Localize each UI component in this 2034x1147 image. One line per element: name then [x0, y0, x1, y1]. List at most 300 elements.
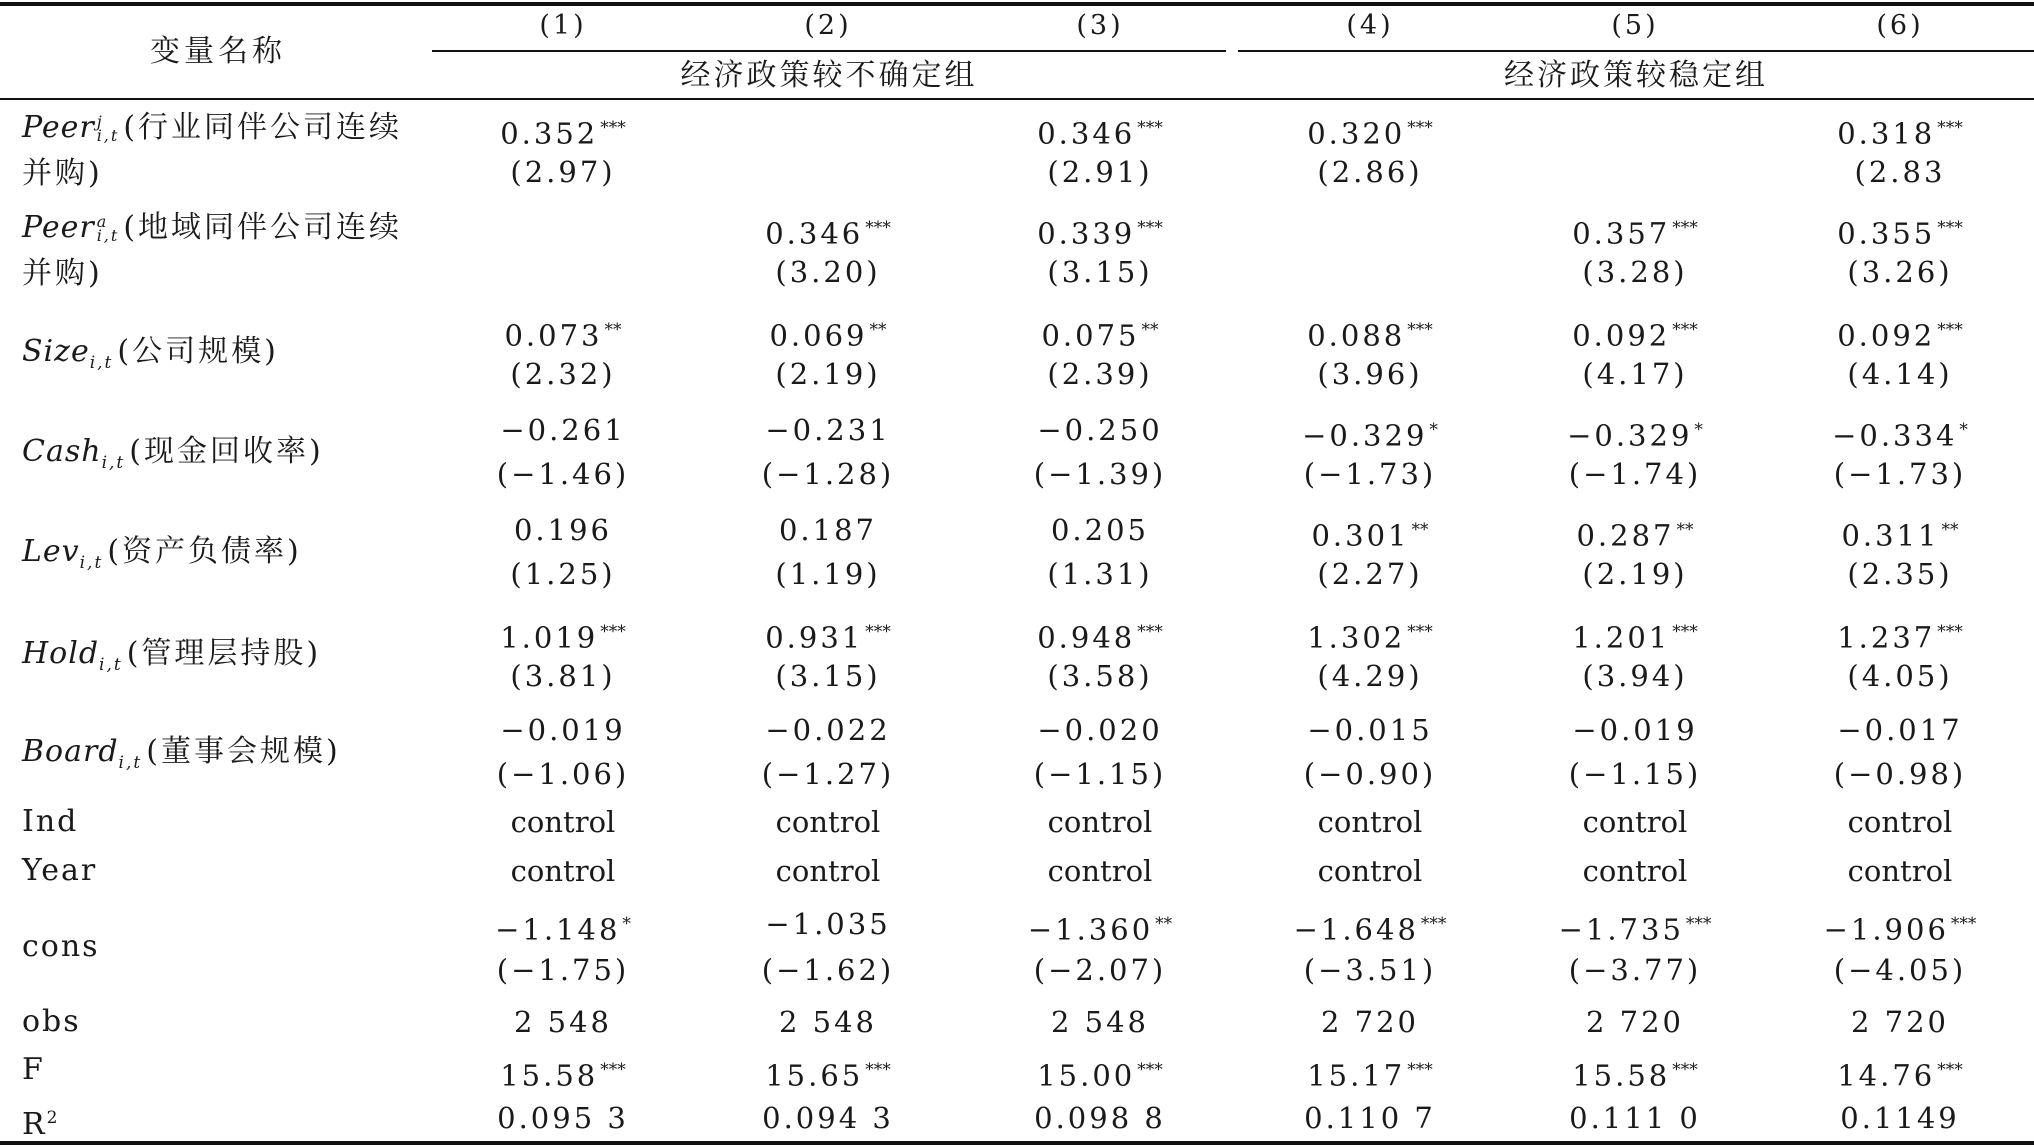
coefficient-cell — [1780, 510, 2020, 556]
value-text: (4.17) — [1582, 357, 1688, 391]
significance-stars: *** — [600, 118, 626, 138]
significance-stars: * — [1429, 420, 1438, 440]
significance-stars: *** — [1137, 218, 1163, 238]
group-header-uncertain: 经济政策较不确定组 — [680, 58, 978, 93]
value-text: (3.81) — [510, 659, 616, 693]
cons-coefficient — [980, 904, 1220, 950]
value-text: (3.28) — [1582, 255, 1688, 289]
value-text: (−1.28) — [761, 457, 895, 491]
t-stat-cell — [980, 152, 1220, 192]
ind-value: control — [510, 805, 616, 839]
coefficient-cell — [1515, 410, 1755, 456]
value-text: 0.196 — [513, 513, 613, 547]
value-text: 2 548 — [1050, 1005, 1150, 1039]
value-text: 15.00 — [1037, 1058, 1136, 1093]
value-text: 0.073 — [504, 318, 603, 353]
cons-t-stat — [708, 950, 948, 990]
variable-indices: j i,t — [96, 112, 120, 145]
value-text: (−1.73) — [1303, 457, 1437, 491]
value-text: 0.311 — [1841, 518, 1940, 553]
coefficient-cell — [1780, 208, 2020, 254]
t-stat-cell — [708, 656, 948, 696]
t-stat-cell — [708, 554, 948, 594]
t-stat-cell — [1780, 454, 2020, 494]
variable-description: (行业同伴公司连续 — [123, 110, 403, 145]
coefficient-cell — [980, 510, 1220, 550]
significance-stars: ** — [604, 320, 622, 340]
value-text: (3.94) — [1582, 659, 1688, 693]
variable-indices: i,t — [99, 655, 123, 675]
cons-t-stat — [1515, 950, 1755, 990]
r2-value — [708, 1098, 948, 1138]
value-text: −0.022 — [765, 713, 891, 747]
variable-symbol: Size — [22, 334, 90, 369]
variable-label — [22, 732, 341, 783]
r2-text: R — [22, 1107, 47, 1142]
value-text: 0.352 — [500, 116, 599, 151]
value-text: (−4.05) — [1833, 953, 1967, 987]
significance-stars: *** — [1407, 1060, 1433, 1080]
significance-stars: *** — [600, 622, 626, 642]
value-text: (−0.90) — [1303, 757, 1437, 791]
coefficient-cell — [1515, 208, 1755, 254]
variable-description: (董事会规模) — [146, 734, 341, 769]
t-stat-cell — [980, 754, 1220, 794]
t-stat-cell — [1515, 454, 1755, 494]
year-value: control — [1317, 854, 1423, 888]
obs-value — [708, 1002, 948, 1042]
coefficient-cell — [980, 208, 1220, 254]
value-text: 0.931 — [765, 620, 864, 655]
significance-stars: *** — [1672, 218, 1698, 238]
coefficient-cell — [443, 710, 683, 750]
coefficient-cell — [1515, 510, 1755, 556]
variable-indices: i,t — [101, 453, 126, 473]
f-label: F — [22, 1052, 45, 1087]
value-text: −0.329 — [1302, 418, 1428, 453]
value-text: −1.648 — [1293, 912, 1419, 947]
value-text: 0.111 0 — [1569, 1101, 1701, 1135]
significance-stars: *** — [1137, 622, 1163, 642]
significance-stars: *** — [1672, 622, 1698, 642]
value-text: (4.14) — [1847, 357, 1953, 391]
obs-value — [1780, 1002, 2020, 1042]
value-text: (−1.74) — [1568, 457, 1702, 491]
coefficient-cell — [708, 310, 948, 356]
cons-coefficient — [443, 904, 683, 950]
ind-label: Ind — [22, 804, 79, 839]
variable-symbol: Peer — [22, 110, 95, 145]
value-text: 1.302 — [1307, 620, 1406, 655]
variable-label — [22, 432, 324, 483]
obs-value — [443, 1002, 683, 1042]
t-stat-cell — [708, 754, 948, 794]
value-text: −0.250 — [1037, 413, 1163, 447]
value-text: 0.205 — [1050, 513, 1150, 547]
year-value: control — [510, 854, 616, 888]
value-text: (−1.75) — [496, 953, 630, 987]
value-text: (2.91) — [1047, 155, 1153, 189]
coefficient-cell — [1780, 710, 2020, 750]
value-text: 0.110 7 — [1304, 1101, 1436, 1135]
coefficient-cell — [1780, 108, 2020, 154]
coefficient-cell — [1515, 310, 1755, 356]
cons-label: cons — [22, 929, 100, 964]
value-text: (−2.07) — [1033, 953, 1167, 987]
variable-symbol: Hold — [22, 636, 100, 671]
variable-label — [22, 208, 402, 248]
significance-stars: *** — [1937, 118, 1963, 138]
value-text: 0.948 — [1037, 620, 1136, 655]
value-text: (−1.62) — [761, 953, 895, 987]
coefficient-cell — [1780, 612, 2020, 658]
ind-value: control — [1317, 805, 1423, 839]
ind-value: control — [1582, 805, 1688, 839]
cons-t-stat — [980, 950, 1220, 990]
significance-stars: ** — [1676, 520, 1694, 540]
year-value: control — [775, 854, 881, 888]
significance-stars: *** — [865, 622, 891, 642]
value-text: (−1.73) — [1833, 457, 1967, 491]
r2-value — [980, 1098, 1220, 1138]
column-number: (4) — [1346, 10, 1394, 41]
column-number: (6) — [1876, 10, 1924, 41]
significance-stars: ** — [1411, 520, 1429, 540]
variable-label — [22, 532, 302, 583]
coefficient-cell — [708, 710, 948, 750]
significance-stars: ** — [1941, 520, 1959, 540]
value-text: (1.25) — [510, 557, 616, 591]
value-text: −0.020 — [1037, 713, 1163, 747]
variable-symbol: Lev — [22, 534, 80, 569]
value-text: −1.035 — [765, 907, 891, 941]
t-stat-cell — [443, 554, 683, 594]
coefficient-cell — [980, 410, 1220, 450]
value-text: −0.329 — [1567, 418, 1693, 453]
t-stat-cell — [1780, 252, 2020, 292]
t-stat-cell — [1250, 754, 1490, 794]
value-text: 14.76 — [1837, 1058, 1936, 1093]
variable-description: (公司规模) — [117, 334, 279, 369]
t-stat-cell — [1780, 354, 2020, 394]
value-text: (−1.06) — [496, 757, 630, 791]
coefficient-cell — [1515, 612, 1755, 658]
t-stat-cell — [443, 656, 683, 696]
coefficient-cell — [443, 612, 683, 658]
value-text: (2.35) — [1847, 557, 1953, 591]
significance-stars: ** — [1141, 320, 1159, 340]
r2-value — [443, 1098, 683, 1138]
value-text: (3.15) — [1047, 255, 1153, 289]
r2-value — [1515, 1098, 1755, 1138]
significance-stars: *** — [1137, 118, 1163, 138]
value-text: 0.092 — [1572, 318, 1671, 353]
t-stat-cell — [1780, 554, 2020, 594]
value-text: (3.26) — [1847, 255, 1953, 289]
t-stat-cell — [980, 454, 1220, 494]
value-text: 0.287 — [1576, 518, 1675, 553]
value-text: 0.187 — [778, 513, 878, 547]
significance-stars: *** — [1937, 320, 1963, 340]
value-text: 15.58 — [1572, 1058, 1671, 1093]
value-text: 1.237 — [1837, 620, 1936, 655]
t-stat-cell — [1250, 454, 1490, 494]
year-value: control — [1847, 854, 1953, 888]
bottom-rule — [0, 1141, 2034, 1145]
obs-value — [1250, 1002, 1490, 1042]
value-text: (3.96) — [1317, 357, 1423, 391]
variable-symbol: Cash — [22, 434, 102, 469]
variable-indices: i,t — [79, 553, 104, 573]
value-text: (2.97) — [510, 155, 616, 189]
significance-stars: ** — [869, 320, 887, 340]
significance-stars: *** — [1950, 914, 1977, 934]
t-stat-cell — [1780, 152, 2020, 192]
coefficient-cell — [980, 310, 1220, 356]
f-value — [443, 1050, 683, 1096]
r2-label — [22, 1098, 59, 1145]
value-text: (2.32) — [510, 357, 616, 391]
value-text: 2 720 — [1850, 1005, 1950, 1039]
value-text: 0.318 — [1837, 116, 1936, 151]
group-header-stable: 经济政策较稳定组 — [1504, 58, 1768, 93]
coefficient-cell — [443, 108, 683, 154]
coefficient-cell — [1780, 410, 2020, 456]
variable-indices: i,t — [89, 353, 114, 373]
value-text: 15.65 — [765, 1058, 864, 1093]
cons-coefficient — [1250, 904, 1490, 950]
value-text: (2.39) — [1047, 357, 1153, 391]
value-text: −0.017 — [1837, 713, 1963, 747]
r2-superscript: 2 — [46, 1108, 60, 1128]
coefficient-cell — [1250, 310, 1490, 356]
value-text: 2 548 — [778, 1005, 878, 1039]
f-value — [1780, 1050, 2020, 1096]
t-stat-cell — [443, 354, 683, 394]
value-text: −1.360 — [1027, 912, 1154, 947]
value-text: 0.095 3 — [497, 1101, 629, 1135]
value-text: 0.069 — [769, 318, 868, 353]
column-number: (3) — [1076, 10, 1124, 41]
header-rule — [0, 98, 2034, 100]
cons-t-stat — [1780, 950, 2020, 990]
significance-stars: *** — [1420, 914, 1447, 934]
value-text: (4.05) — [1847, 659, 1953, 693]
r2-value — [1250, 1098, 1490, 1138]
value-text: (1.31) — [1047, 557, 1153, 591]
value-text: (3.58) — [1047, 659, 1153, 693]
value-text: 0.357 — [1572, 216, 1671, 251]
t-stat-cell — [443, 754, 683, 794]
value-text: 0.339 — [1037, 216, 1136, 251]
significance-stars: *** — [865, 218, 891, 238]
value-text: 2 548 — [513, 1005, 613, 1039]
value-text: −0.334 — [1832, 418, 1958, 453]
value-text: 0.098 8 — [1034, 1101, 1166, 1135]
ind-value: control — [775, 805, 881, 839]
value-text: (2.27) — [1317, 557, 1423, 591]
variable-symbol: Board — [22, 734, 119, 769]
t-stat-cell — [1515, 754, 1755, 794]
t-stat-cell — [1780, 754, 2020, 794]
group-rule-stable — [1238, 50, 2034, 52]
year-label: Year — [22, 853, 98, 888]
cons-coefficient — [1515, 904, 1755, 950]
value-text: 0.320 — [1307, 116, 1406, 151]
coefficient-cell — [1515, 710, 1755, 750]
coefficient-cell — [1250, 612, 1490, 658]
value-text: 0.075 — [1041, 318, 1140, 353]
coefficient-cell — [1250, 710, 1490, 750]
cons-coefficient — [1780, 904, 2020, 950]
value-text: (2.86) — [1317, 155, 1423, 189]
coefficient-cell — [980, 612, 1220, 658]
value-text: (2.19) — [775, 357, 881, 391]
coefficient-cell — [443, 510, 683, 550]
t-stat-cell — [1515, 554, 1755, 594]
group-rule-uncertain — [432, 50, 1226, 52]
cons-coefficient — [708, 904, 948, 944]
significance-stars: *** — [1937, 1060, 1963, 1080]
r2-value — [1780, 1098, 2020, 1138]
significance-stars: * — [1694, 420, 1703, 440]
f-value — [980, 1050, 1220, 1096]
obs-label: obs — [22, 1004, 81, 1039]
significance-stars: *** — [1672, 1060, 1698, 1080]
value-text: (−0.98) — [1833, 757, 1967, 791]
column-number: (1) — [539, 10, 587, 41]
value-text: −1.735 — [1558, 912, 1684, 947]
significance-stars: *** — [1937, 218, 1963, 238]
t-stat-cell — [443, 454, 683, 494]
t-stat-cell — [1250, 554, 1490, 594]
variable-description: (管理层持股) — [126, 636, 322, 671]
coefficient-cell — [1250, 510, 1490, 556]
significance-stars: *** — [1937, 622, 1963, 642]
significance-stars: *** — [600, 1060, 626, 1080]
value-text: (−1.27) — [761, 757, 895, 791]
year-value: control — [1047, 854, 1153, 888]
t-stat-cell — [708, 252, 948, 292]
f-value — [708, 1050, 948, 1096]
significance-stars: *** — [1685, 914, 1712, 934]
column-number: (2) — [804, 10, 852, 41]
coefficient-cell — [980, 710, 1220, 750]
variable-symbol: Peer — [22, 210, 95, 245]
variable-description: (现金回收率) — [129, 434, 324, 469]
t-stat-cell — [980, 252, 1220, 292]
t-stat-cell — [1250, 152, 1490, 192]
coefficient-cell — [443, 410, 683, 450]
value-text: 0.094 3 — [762, 1101, 894, 1135]
value-text: (−1.46) — [496, 457, 630, 491]
value-text: (−1.39) — [1033, 457, 1167, 491]
value-text: −0.015 — [1307, 713, 1433, 747]
significance-stars: *** — [1407, 622, 1433, 642]
value-text: 0.092 — [1837, 318, 1936, 353]
t-stat-cell — [708, 454, 948, 494]
variable-label — [22, 332, 279, 383]
value-text: 0.355 — [1837, 216, 1936, 251]
value-text: −0.019 — [1572, 713, 1698, 747]
value-text: (2.83 — [1854, 155, 1946, 189]
variable-label — [22, 108, 402, 148]
value-text: (3.20) — [775, 255, 881, 289]
value-text: −0.261 — [500, 413, 626, 447]
value-text: −1.906 — [1823, 912, 1949, 947]
coefficient-cell — [443, 310, 683, 356]
value-text: −1.148 — [495, 912, 621, 947]
f-value — [1515, 1050, 1755, 1096]
significance-stars: *** — [1137, 1060, 1163, 1080]
value-text: (1.19) — [775, 557, 881, 591]
f-value — [1250, 1050, 1490, 1096]
t-stat-cell — [980, 656, 1220, 696]
value-text: (−3.51) — [1303, 953, 1437, 987]
coefficient-cell — [1250, 410, 1490, 456]
value-text: 1.019 — [500, 620, 599, 655]
t-stat-cell — [1515, 354, 1755, 394]
significance-stars: ** — [1155, 914, 1173, 934]
significance-stars: *** — [1672, 320, 1698, 340]
t-stat-cell — [708, 354, 948, 394]
value-text: 0.301 — [1311, 518, 1410, 553]
value-text: −0.231 — [765, 413, 891, 447]
value-text: 1.201 — [1572, 620, 1671, 655]
cons-t-stat — [443, 950, 683, 990]
variable-description-cont: 并购) — [22, 156, 103, 191]
significance-stars: *** — [865, 1060, 891, 1080]
ind-value: control — [1847, 805, 1953, 839]
cons-t-stat — [1250, 950, 1490, 990]
value-text: (2.19) — [1582, 557, 1688, 591]
variable-description: (地域同伴公司连续 — [123, 210, 403, 245]
variable-label — [22, 634, 321, 685]
t-stat-cell — [1780, 656, 2020, 696]
significance-stars: *** — [1407, 320, 1433, 340]
variable-indices: a i,t — [96, 212, 120, 245]
value-text: 0.346 — [765, 216, 864, 251]
value-text: 0.346 — [1037, 116, 1136, 151]
value-text: 2 720 — [1585, 1005, 1685, 1039]
value-text: 15.58 — [500, 1058, 599, 1093]
value-text: (−1.15) — [1033, 757, 1167, 791]
coefficient-cell — [1250, 108, 1490, 154]
value-text: (3.15) — [775, 659, 881, 693]
coefficient-cell — [708, 612, 948, 658]
year-value: control — [1582, 854, 1688, 888]
value-text: (−3.77) — [1568, 953, 1702, 987]
variable-indices: i,t — [118, 753, 143, 773]
t-stat-cell — [1515, 656, 1755, 696]
column-number: (5) — [1611, 10, 1659, 41]
coefficient-cell — [708, 510, 948, 550]
obs-value — [980, 1002, 1220, 1042]
significance-stars: *** — [1407, 118, 1433, 138]
t-stat-cell — [1515, 252, 1755, 292]
significance-stars: * — [1959, 420, 1968, 440]
value-text: 0.088 — [1307, 318, 1406, 353]
variable-description: (资产负债率) — [107, 534, 302, 569]
value-text: (−1.15) — [1568, 757, 1702, 791]
significance-stars: * — [622, 914, 631, 934]
t-stat-cell — [980, 554, 1220, 594]
variable-header: 变量名称 — [150, 34, 286, 69]
value-text: 0.1149 — [1840, 1101, 1960, 1135]
value-text: 15.17 — [1307, 1058, 1406, 1093]
coefficient-cell — [708, 208, 948, 254]
coefficient-cell — [1780, 310, 2020, 356]
